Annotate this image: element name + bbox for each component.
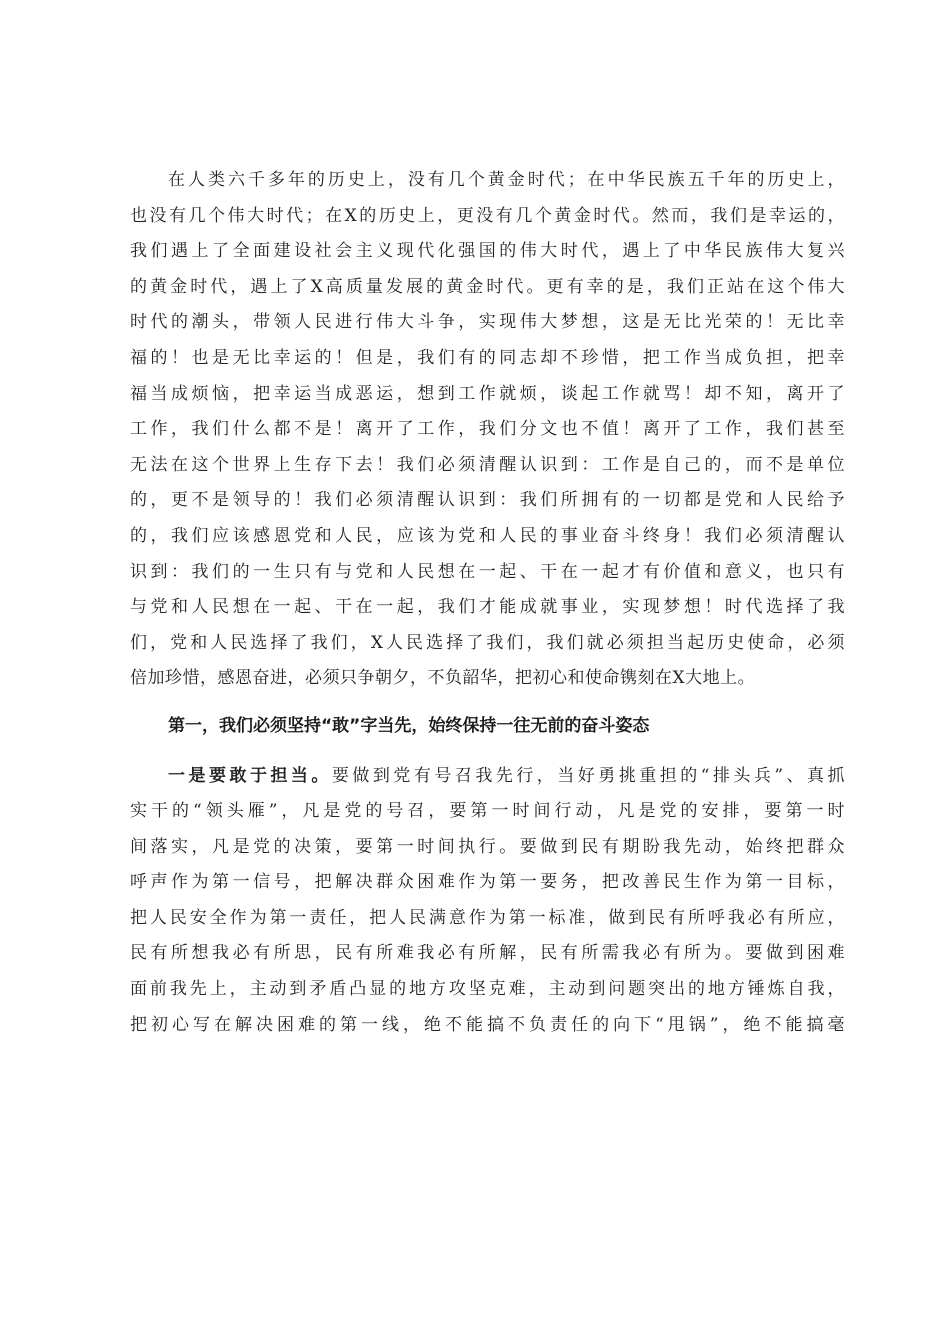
paragraph-line: 民有所想我必有所思，民有所难我必有所解，民有所需我必有所为。要做到困难 <box>130 943 845 964</box>
paragraph-line: 实干的“领头雁”，凡是党的号召，要第一时间行动，凡是党的安排，要第一时 <box>130 801 845 822</box>
paragraph-line: 福当成烦恼，把幸运当成恶运，想到工作就烦，谈起工作就骂！却不知，离开了 <box>130 383 845 404</box>
paragraph-first-point <box>130 759 845 1044</box>
paragraph-line: 的黄金时代，遇上了X高质量发展的黄金时代。更有幸的是，我们正站在这个伟大 <box>130 276 845 297</box>
point-lead-rest: 要做到党有号召我先行，当好勇挑重担的“排头兵”、真抓 <box>331 765 845 786</box>
paragraph-line: 呼声作为第一信号，把解决群众困难作为第一要务，把改善民生作为第一目标， <box>130 872 845 893</box>
paragraph-line: 时代的潮头，带领人民进行伟大斗争，实现伟大梦想，这是无比光荣的！无比幸 <box>130 312 845 333</box>
paragraph-line: 福的！也是无比幸运的！但是，我们有的同志却不珍惜，把工作当成负担，把幸 <box>130 347 845 368</box>
paragraph-line: 的，我们应该感恩党和人民，应该为党和人民的事业奋斗终身！我们必须清醒认 <box>130 525 845 546</box>
paragraph-line: 工作，我们什么都不是！离开了工作，我们分文也不值！离开了工作，我们甚至 <box>130 419 845 440</box>
section-heading: 第一，我们必须坚持“敢”字当先，始终保持一往无前的奋斗姿态 <box>168 715 650 736</box>
paragraph-intro <box>130 163 845 697</box>
paragraph-line: 把人民安全作为第一责任，把人民满意作为第一标准，做到民有所呼我必有所应， <box>130 907 845 928</box>
point-lead: 一是要敢于担当。 <box>168 765 332 786</box>
paragraph-line: 面前我先上，主动到矛盾凸显的地方攻坚克难，主动到问题突出的地方锤炼自我， <box>130 979 845 1000</box>
paragraph-line: 识到：我们的一生只有与党和人民想在一起、干在一起才有价值和意义，也只有 <box>130 561 845 582</box>
paragraph-line: 我们遇上了全面建设社会主义现代化强国的伟大时代，遇上了中华民族伟大复兴 <box>130 241 845 262</box>
paragraph-line: 在人类六千多年的历史上，没有几个黄金时代；在中华民族五千年的历史上， <box>168 170 845 190</box>
paragraph-line: 与党和人民想在一起、干在一起，我们才能成就事业，实现梦想！时代选择了我 <box>130 597 845 618</box>
paragraph-line: 的，更不是领导的！我们必须清醒认识到：我们所拥有的一切都是党和人民给予 <box>130 490 845 511</box>
paragraph-line: 们，党和人民选择了我们，X人民选择了我们，我们就必须担当起历史使命，必须 <box>130 632 845 653</box>
paragraph-line: 把初心写在解决困难的第一线，绝不能搞不负责任的向下“甩锅”，绝不能搞毫 <box>130 1014 845 1035</box>
paragraph-line: 无法在这个世界上生存下去！我们必须清醒认识到：工作是自己的，而不是单位 <box>130 454 845 475</box>
paragraph-line: 倍加珍惜，感恩奋进，必须只争朝夕，不负韶华，把初心和使命镌刻在X大地上。 <box>130 668 756 689</box>
paragraph-line <box>130 759 845 795</box>
paragraph-line: 也没有几个伟大时代；在X的历史上，更没有几个黄金时代。然而，我们是幸运的， <box>130 205 845 226</box>
paragraph-line: 间落实，凡是党的决策，要第一时间执行。要做到民有期盼我先动，始终把群众 <box>130 836 845 857</box>
document-body <box>130 163 845 1043</box>
